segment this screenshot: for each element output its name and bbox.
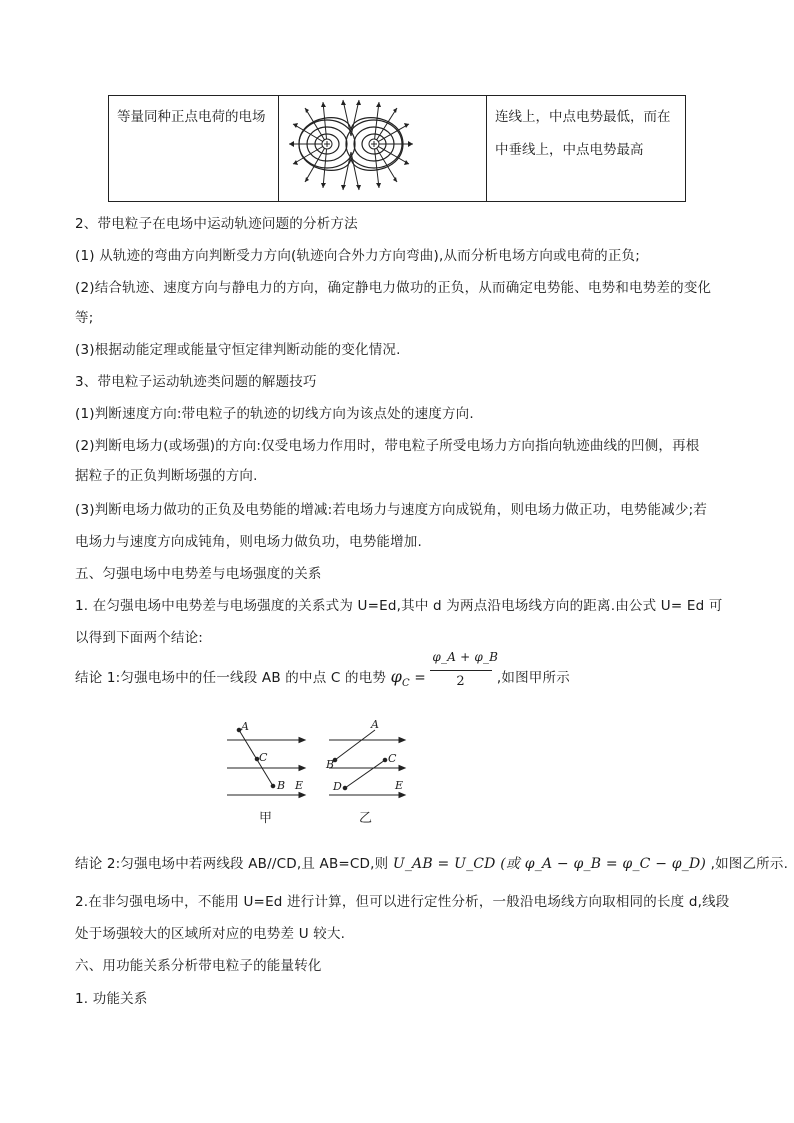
fig-yi-label-b: B — [326, 758, 335, 771]
conclusion1-suffix: ,如图甲所示 — [496, 670, 570, 686]
conclusion1-eq: = — [414, 670, 431, 686]
fig-yi-label-c: C — [388, 752, 397, 765]
section5-p2b: 处于场强较大的区域所对应的电势差 U 较大. — [75, 926, 346, 942]
fig-yi-label-e: E — [395, 779, 404, 792]
conclusion2-prefix: 结论 2:匀强电场中若两线段 AB//CD,且 AB=CD,则 — [75, 856, 389, 872]
fraction-bar — [430, 670, 492, 671]
section3-heading: 3、带电粒子运动轨迹类问题的解题技巧 — [75, 374, 317, 390]
uniform-field-figures — [225, 718, 415, 828]
fig-yi-label-d: D — [333, 780, 342, 793]
section2-item1: (1) 从轨迹的弯曲方向判断受力方向(轨迹向合外力方向弯曲),从而分析电场方向或电荷的正负; — [75, 248, 640, 264]
section3-item1: (1)判断速度方向:带电粒子的轨迹的切线方向为该点处的速度方向. — [75, 406, 474, 422]
conclusion2 — [75, 852, 788, 873]
table-row-label: 等量同种正点电荷的电场 — [117, 109, 266, 125]
table-cell-figure — [279, 96, 487, 201]
fig-jia-label-a: A — [241, 720, 249, 733]
conclusion1-prefix: 结论 1:匀强电场中的任一线段 AB 的中点 C 的电势 — [75, 670, 387, 686]
section2-heading: 2、带电粒子在电场中运动轨迹问题的分析方法 — [75, 216, 358, 232]
section6-item1: 1. 功能关系 — [75, 991, 148, 1007]
section2-item2a: (2)结合轨迹、速度方向与静电力的方向，确定静电力做功的正负，从而确定电势能、电势和电势差的变化 — [75, 280, 712, 296]
fig-jia-label-b: B — [277, 779, 286, 792]
section2-item3: (3)根据动能定理或能量守恒定律判断动能的变化情况. — [75, 342, 401, 358]
section5-p1b: 以得到下面两个结论: — [75, 630, 204, 646]
equal-positive-charges-field-figure — [279, 96, 485, 201]
table-desc-line2: 中垂线上，中点电势最高 — [495, 142, 644, 158]
section6-heading: 六、用功能关系分析带电粒子的能量转化 — [75, 958, 322, 974]
fig-jia-caption: 甲 — [259, 811, 273, 826]
table-cell-label — [109, 96, 279, 201]
section2-item2b: 等; — [75, 310, 94, 326]
fig-jia-label-e: E — [295, 779, 304, 792]
section5-p1a: 1. 在匀强电场中电势差与电场强度的关系式为 U=Ed,其中 d 为两点沿电场线方向的距离.由公式 U= Ed 可 — [75, 598, 723, 614]
table-desc-line1: 连线上，中点电势最低，而在 — [495, 109, 671, 125]
fig-jia-label-c: C — [259, 751, 268, 764]
section3-item3a: (3)判断电场力做功的正负及电势能的增减:若电场力与速度方向成锐角，则电场力做正功，电势能减少;若 — [75, 502, 708, 518]
field-table — [108, 95, 686, 202]
section5-p2a: 2.在非匀强电场中，不能用 U=Ed 进行计算，但可以进行定性分析，一般沿电场线方向取相同的长度 d,线段 — [75, 894, 730, 910]
conclusion2-suffix: ,如图乙所示. — [710, 856, 789, 872]
section3-item2b: 据粒子的正负判断场强的方向. — [75, 468, 258, 484]
conclusion1-lhs: $\varphi_C$ — [390, 667, 410, 690]
fig-yi-caption: 乙 — [359, 811, 373, 826]
fraction-numerator: φ_A + φ_B — [432, 650, 499, 664]
conclusion2-formula: U_AB = U_CD (或 φ_A − φ_B = φ_C − φ_D) — [392, 856, 707, 872]
section5-heading: 五、匀强电场中电势差与电场强度的关系 — [75, 566, 322, 582]
section3-item2a: (2)判断电场力(或场强)的方向:仅受电场力作用时，带电粒子所受电场力方向指向轨迹曲线的凹侧，再根 — [75, 438, 700, 454]
section3-item3b: 电场力与速度方向成钝角，则电场力做负功，电势能增加. — [75, 534, 422, 550]
fig-yi-label-a: A — [371, 718, 379, 731]
fraction-denominator: 2 — [456, 674, 465, 689]
